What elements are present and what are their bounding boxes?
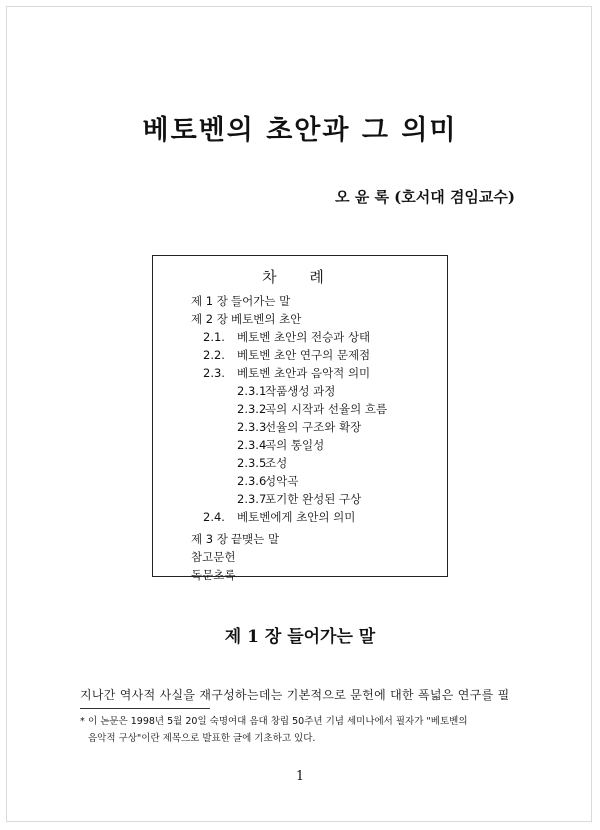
toc-item (153, 382, 447, 400)
toc-item (153, 548, 447, 566)
toc-item-number: 2.3.7 (237, 492, 267, 506)
toc-item-label: 베토벤의 초안 (231, 312, 302, 326)
toc-item-label: 곡의 시작과 선율의 흐름 (265, 402, 388, 416)
body-paragraph: 지나간 역사적 사실을 재구성하는데는 기본적으로 문헌에 대한 폭넓은 연구를 필 (80, 688, 510, 702)
toc-item-label: 베토벤 초안과 음악적 의미 (237, 366, 371, 380)
toc-item-number: 2.3.5 (237, 456, 267, 470)
toc-item-number: 제 1 장 (191, 294, 228, 308)
toc-item (153, 292, 447, 310)
page-number: 1 (295, 769, 305, 784)
toc-item-number: 2.3.2 (237, 402, 267, 416)
toc-item-label: 포기한 완성된 구상 (265, 492, 362, 506)
toc-item (153, 346, 447, 364)
footnote-line-2: 음악적 구상"이란 제목으로 발표한 글에 기초하고 있다. (88, 733, 316, 744)
toc-item-label: 참고문헌 (191, 550, 236, 564)
toc-heading: 차 례 (262, 268, 338, 286)
toc-item-label: 베토벤 초안의 전승과 상태 (237, 330, 371, 344)
toc-item-label: 베토벤 초안 연구의 문제점 (237, 348, 371, 362)
section-title: 제 1 장 들어가는 말 (224, 627, 376, 647)
toc-item (153, 328, 447, 346)
toc-item-number: 2.1. (203, 330, 225, 344)
toc-item (153, 418, 447, 436)
footnote-divider (80, 708, 210, 709)
toc-item-number: 제 2 장 (191, 312, 228, 326)
toc-item (153, 490, 447, 508)
toc-item-label: 베토벤에게 초안의 의미 (237, 510, 356, 524)
footnote (80, 713, 530, 747)
toc-item-number: 2.3. (203, 366, 225, 380)
toc-item (153, 530, 447, 548)
table-of-contents (152, 255, 448, 582)
toc-item (153, 566, 447, 584)
toc-item-number: 2.4. (203, 510, 225, 524)
toc-list (153, 292, 447, 584)
toc-item-number: 2.3.3 (237, 420, 267, 434)
toc-item-number: 2.2. (203, 348, 225, 362)
toc-item (153, 508, 447, 526)
toc-item-label: 성악곡 (265, 474, 299, 488)
toc-item (153, 472, 447, 490)
toc-item-label: 끝맺는 말 (231, 532, 280, 546)
footnote-line-1 (80, 713, 530, 730)
author-line: 오 윤 록 (호서대 겸임교수) (335, 188, 515, 206)
toc-item-label: 곡의 통일성 (265, 438, 325, 452)
toc-item-label: 독문초록 (191, 568, 236, 582)
toc-item-label: 선율의 구조와 확장 (265, 420, 362, 434)
toc-item-number: 2.3.4 (237, 438, 267, 452)
footnote-marker: * (80, 716, 85, 727)
toc-item-number: 2.3.1 (237, 384, 267, 398)
toc-item (153, 454, 447, 472)
toc-item (153, 310, 447, 328)
toc-item (153, 400, 447, 418)
toc-item-label: 들어가는 말 (231, 294, 291, 308)
toc-item-number: 2.3.6 (237, 474, 267, 488)
toc-item-number: 제 3 장 (191, 532, 228, 546)
toc-item (153, 436, 447, 454)
document-title: 베토벤의 초안과 그 의미 (142, 115, 458, 146)
toc-item (153, 364, 447, 382)
footnote-text-1: 이 논문은 1998년 5월 20일 숙명여대 음대 창립 50주년 기념 세미나에서 필자가 "베토벤의 (88, 716, 468, 727)
toc-item-label: 조성 (265, 456, 288, 470)
toc-item-label: 작품생성 과정 (265, 384, 336, 398)
